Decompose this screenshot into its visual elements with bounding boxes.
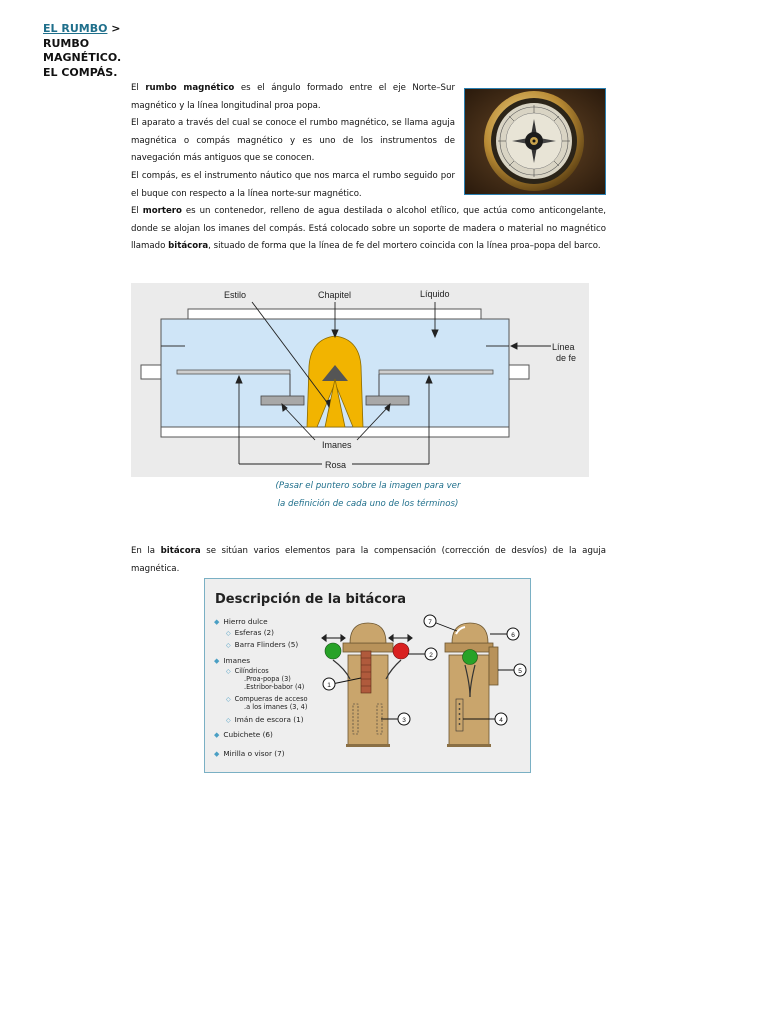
label-linea: Línea [552, 342, 575, 352]
paragraph-bitacora: En la bitácora se sitúan varios elementos para la compensación (corrección de desvíos) de la aguja magnética. [131, 546, 606, 574]
caption-line-2: la definición de cada uno de los términos) [277, 498, 459, 509]
right-support [509, 365, 529, 379]
breadcrumb-current-line-2: MAGNÉTICO. [43, 51, 122, 64]
paragraph-compas: El compás, es el instrumento náutico que nos marca el rumbo seguido por el buque con respecto a la línea norte-sur magnético. [131, 170, 455, 199]
mortar-lid-top [188, 309, 481, 319]
binnacle-side-view [445, 623, 498, 747]
bitacora-title: Descripción de la bitácora [215, 592, 407, 607]
legend-barra-flinders: ◇ Barra Flinders (5) [226, 640, 299, 649]
svg-text:3: 3 [402, 717, 406, 724]
bullet-open-diamond-icon: ◇ [226, 696, 231, 703]
bullet-diamond-icon: ◆ [214, 731, 220, 739]
caption-line-1: (Pasar el puntero sobre la imagen para ver [275, 481, 461, 491]
bullet-open-diamond-icon: ◇ [226, 630, 231, 637]
breadcrumb-current-line-1: RUMBO [43, 36, 90, 50]
label-estilo: Estilo [224, 290, 247, 300]
rose-right [379, 370, 493, 374]
callout-3 [398, 713, 410, 725]
breadcrumb-link-el-rumbo[interactable]: EL RUMBO [43, 22, 108, 35]
svg-text:7: 7 [428, 619, 432, 626]
compass-cross-section-diagram[interactable] [131, 283, 589, 477]
bullet-diamond-icon: ◆ [214, 750, 220, 758]
binnacle-front-view [322, 623, 412, 747]
callout-4 [495, 713, 507, 725]
legend-cilindricos: ◇ Cilíndricos [226, 667, 269, 675]
mortar-base [161, 427, 509, 437]
rose-left [177, 370, 290, 374]
legend-estribor-babor: .Estribor-babor (4) [244, 683, 305, 691]
svg-text:6: 6 [511, 632, 515, 639]
magnet-left [261, 396, 304, 405]
breadcrumb [43, 22, 133, 80]
bullet-open-diamond-icon: ◇ [226, 642, 231, 649]
legend-mirilla: ◆ Mirilla o visor (7) [214, 749, 285, 758]
legend-compuertas: ◇ Compueras de acceso [226, 695, 308, 703]
legend-proa-popa: .Proa-popa (3) [244, 675, 291, 683]
diagram-caption [131, 478, 605, 513]
legend-compuertas-imanes: .a los imanes (3, 4) [244, 703, 308, 711]
legend-hierro-dulce: ◆ Hierro dulce [214, 617, 268, 626]
legend-iman-escora: ◇ Imán de escora (1) [226, 715, 304, 724]
callout-2 [425, 648, 437, 660]
svg-text:4: 4 [499, 717, 503, 724]
paragraph-mortero: El mortero es un contenedor, relleno de agua destilada o alcohol etílico, que actúa como anticongelante, donde se alojan los imanes del compás. Está colocado sobre un soporte de madera o material no magnético llamado bitácora, situado de forma que la línea de fe del mortero coincida con la línea proa–popa del barco. [131, 206, 606, 252]
legend-esferas: ◇ Esferas (2) [226, 628, 275, 637]
paragraph-rumbo-magnetico: El rumbo magnético es el ángulo formado entre el eje Norte–Sur magnético y la línea longitudinal proa popa. [131, 83, 455, 111]
magnet-right [366, 396, 409, 405]
paragraph-aparato: El aparato a través del cual se conoce el rumbo magnético, se llama aguja magnética o compás magnético y es uno de los instrumentos de navegación más antiguos que se conocen. [131, 118, 455, 164]
label-rosa: Rosa [325, 460, 347, 470]
svg-text:2: 2 [429, 652, 433, 659]
bullet-open-diamond-icon: ◇ [226, 668, 231, 675]
bullet-open-diamond-icon: ◇ [226, 717, 231, 724]
bullet-diamond-icon: ◆ [214, 618, 220, 626]
bullet-diamond-icon: ◆ [214, 657, 220, 665]
callout-5 [514, 664, 526, 676]
label-de-fe: de fe [556, 353, 577, 363]
callout-7 [424, 615, 436, 627]
label-chapitel: Chapitel [318, 290, 352, 300]
paragraph-bitacora-block [131, 543, 606, 578]
compass-photo [464, 88, 606, 195]
legend-imanes: ◆ Imanes [214, 656, 251, 665]
breadcrumb-separator: > [111, 22, 121, 35]
intro-text [131, 80, 455, 203]
bitacora-description-figure [204, 578, 531, 773]
svg-text:1: 1 [327, 682, 331, 689]
paragraph-mortero-block [131, 203, 606, 256]
breadcrumb-current-line-3: EL COMPÁS. [43, 65, 118, 79]
svg-text:5: 5 [518, 668, 522, 675]
legend-cubichete: ◆ Cubichete (6) [214, 730, 273, 739]
left-support [141, 365, 161, 379]
callout-6 [507, 628, 519, 640]
label-liquido: Líquido [420, 289, 450, 299]
callout-1 [323, 678, 335, 690]
label-imanes: Imanes [322, 440, 352, 450]
